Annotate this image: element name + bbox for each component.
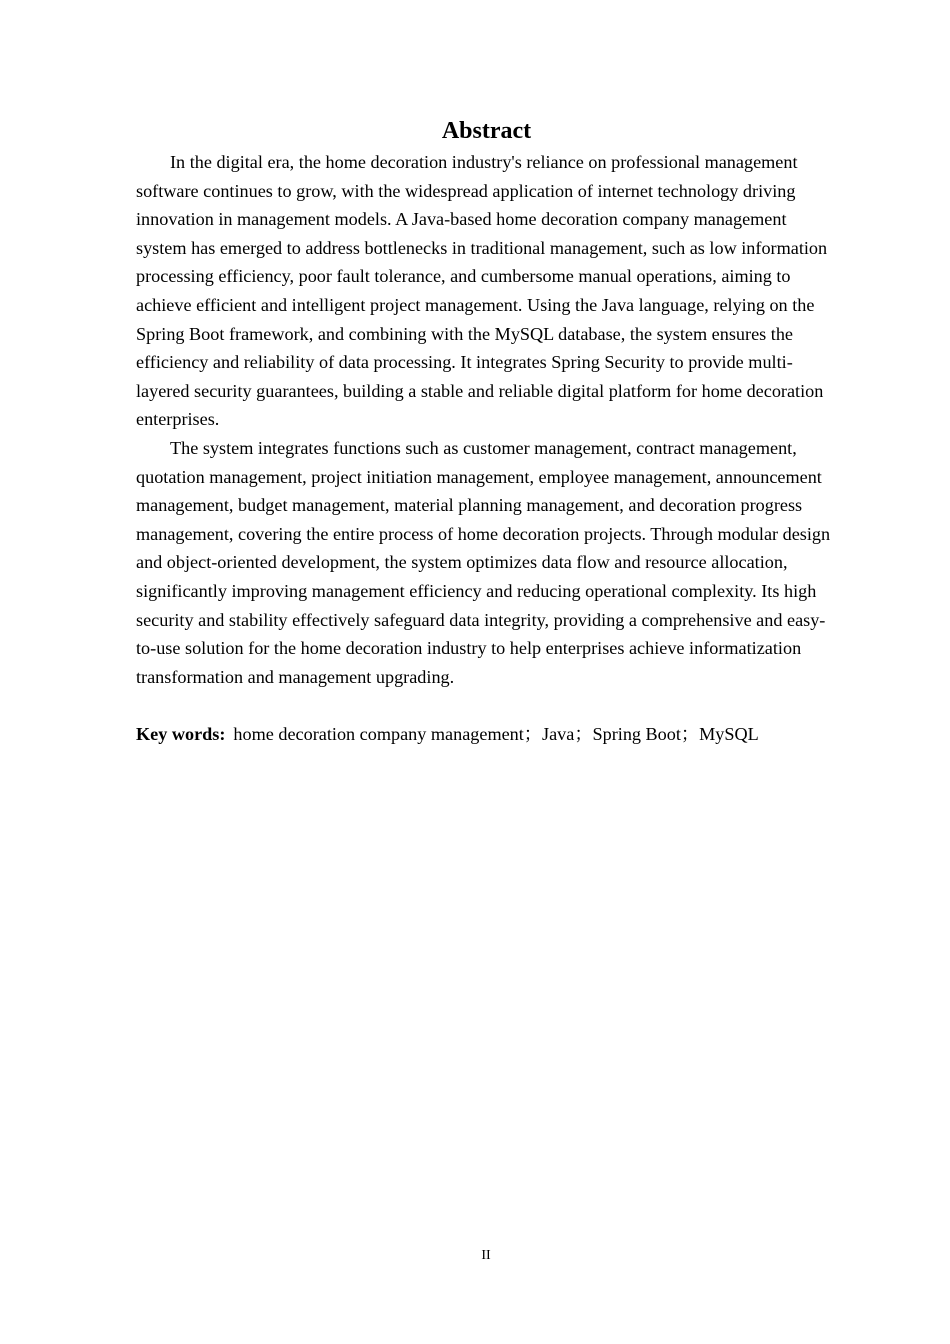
keywords-values: home decoration company management；Java；Spring Boot；MySQL xyxy=(233,724,759,745)
abstract-title: Abstract xyxy=(441,118,532,144)
abstract-paragraph-2: The system integrates functions such as customer management, contract management, quotation management, project initiation management, employee management, announcement management, budget management, material planning management, and decoration progress management, covering the entire process of home decoration projects. Through modular design and object-oriented development, the system optimizes data flow and resource allocation, significantly improving management efficiency and reducing operational complexity. Its high security and stability effectively safeguard data integrity, providing a comprehensive and easy-to-use solution for the home decoration industry to help enterprises achieve informatization transformation and management upgrading. xyxy=(136,437,831,687)
keywords-label: Key words: xyxy=(136,724,226,745)
keywords-line xyxy=(136,720,833,749)
abstract-section xyxy=(136,114,833,749)
abstract-paragraph-1: In the digital era, the home decoration industry's reliance on professional management software continues to grow, with the widespread application of internet technology driving innovation in management models. A Java-based home decoration company management system has emerged to address bottlenecks in traditional management, such as low information processing efficiency, poor fault tolerance, and cumbersome manual operations, aiming to achieve efficient and intelligent project management. Using the Java language, relying on the Spring Boot framework, and combining with the MySQL database, the system ensures the efficiency and reliability of data processing. It integrates Spring Security to provide multi-layered security guarantees, building a stable and reliable digital platform for home decoration enterprises. xyxy=(136,152,828,430)
page-number: II xyxy=(481,1248,491,1263)
